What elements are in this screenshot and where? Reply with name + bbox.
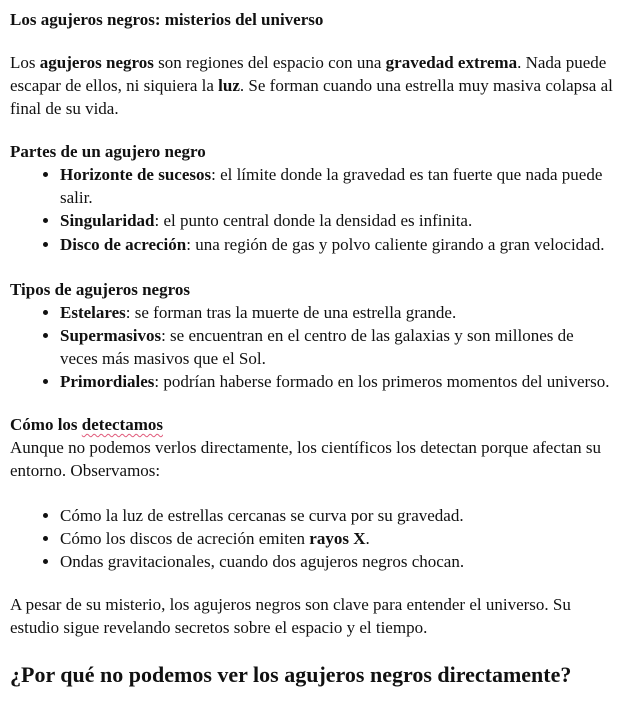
- list-item-desc: : se forman tras la muerte de una estrella grande.: [125, 303, 457, 322]
- intro-text-3: . Nada puede escapar de ellos, ni siquiera la: [10, 53, 607, 95]
- list-item-text: Cómo los discos de acreción emiten: [60, 529, 310, 548]
- list-item-term: Horizonte de sucesos: [60, 165, 212, 184]
- intro-bold-3: luz: [218, 76, 240, 95]
- section-heading-deteccion: [10, 413, 613, 436]
- list-item-bold: rayos X: [309, 529, 366, 548]
- list-item-term: Disco de acreción: [60, 235, 187, 254]
- list-item-desc: : se encuentran en el centro de las galaxias y son millones de veces más masivos que el Sol.: [60, 326, 574, 368]
- list-item: [60, 209, 613, 232]
- intro-bold-1: agujeros negros: [39, 53, 154, 72]
- spellcheck-flagged-word[interactable]: detectamos: [81, 415, 163, 434]
- question-heading: ¿Por qué no podemos ver los agujeros negros directamente?: [10, 662, 572, 687]
- intro-text-2: son regiones del espacio con una: [153, 53, 386, 72]
- partes-list: [10, 163, 613, 258]
- section-heading-tipos: Tipos de agujeros negros: [10, 280, 190, 299]
- observaciones-list: [10, 504, 613, 573]
- deteccion-paragraph: Aunque no podemos verlos directamente, los científicos los detectan porque afectan su entorno. Observamos:: [10, 438, 602, 480]
- conclusion-paragraph: A pesar de su misterio, los agujeros negros son clave para entender el universo. Su estudio sigue revelando secretos sobre el espacio y el tiempo.: [10, 595, 571, 637]
- list-item: • Cómo la luz de estrellas cercanas se curva por su gravedad.: [60, 504, 613, 527]
- intro-bold-2: gravedad extrema: [385, 53, 518, 72]
- intro-paragraph: [10, 51, 613, 120]
- list-item: [60, 232, 613, 258]
- list-item-desc: : una región de gas y polvo caliente girando a gran velocidad.: [186, 235, 605, 254]
- list-item: [60, 301, 613, 324]
- list-item-desc: : podrían haberse formado en los primeros momentos del universo.: [154, 372, 610, 391]
- heading-text: Cómo los: [10, 415, 82, 434]
- list-item: [60, 163, 613, 209]
- list-item-term: Supermasivos: [60, 326, 162, 345]
- list-item-term: Singularidad: [60, 211, 155, 230]
- list-item: [60, 324, 613, 370]
- list-item-text: .: [365, 529, 370, 548]
- document-title: Los agujeros negros: misterios del universo: [10, 10, 324, 29]
- list-item: [60, 370, 613, 393]
- list-item-desc: : el límite donde la gravedad es tan fuerte que nada puede salir.: [60, 165, 603, 207]
- list-item: • Ondas gravitacionales, cuando dos agujeros negros chocan.: [60, 550, 613, 573]
- intro-text-4: . Se forman cuando una estrella muy masiva colapsa al final de su vida.: [10, 76, 613, 118]
- list-item-desc: : el punto central donde la densidad es infinita.: [154, 211, 473, 230]
- tipos-list: [10, 301, 613, 393]
- list-item-term: Primordiales: [60, 372, 155, 391]
- list-item: [60, 527, 613, 550]
- intro-text-1: Los: [10, 53, 40, 72]
- list-item-term: Estelares: [60, 303, 126, 322]
- section-heading-partes: Partes de un agujero negro: [10, 142, 206, 161]
